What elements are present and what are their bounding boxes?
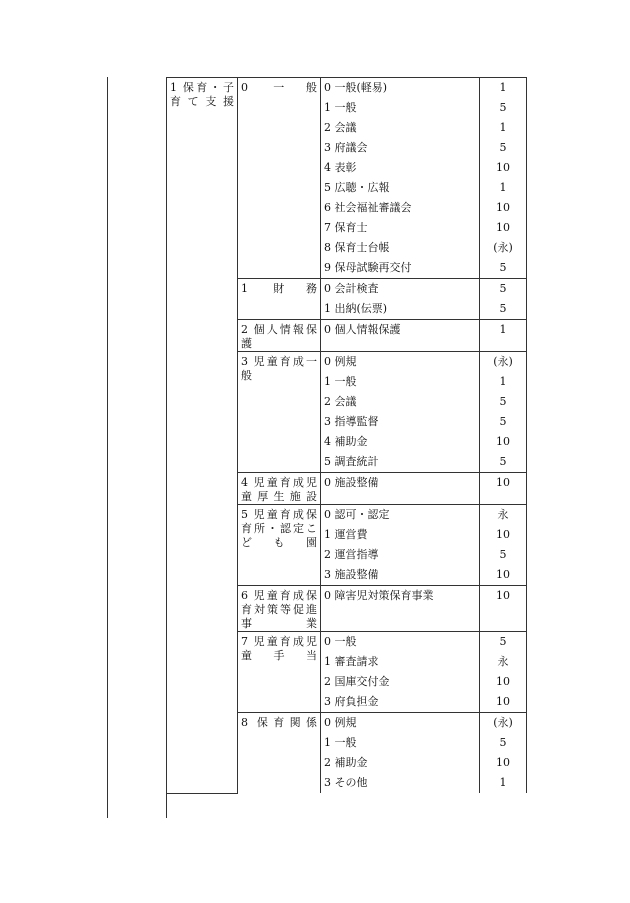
retention-period: 10 (496, 675, 510, 688)
sub-category-cell (238, 320, 321, 352)
retention-period-cell (480, 78, 527, 279)
retention-period: 10 (496, 201, 510, 214)
sub-category-label: 6 児童育成保育対策等促進事業 (241, 589, 317, 630)
list-item: 5 広聴・広報 (324, 181, 390, 194)
list-item: 2 補助金 (324, 756, 368, 769)
retention-period-cell (480, 320, 527, 352)
retention-period-cell (480, 352, 527, 473)
list-item: 2 会議 (324, 395, 357, 408)
left-column-border (107, 77, 108, 818)
sub-category-cell (238, 586, 321, 632)
retention-period: 10 (496, 756, 510, 769)
list-item: 1 審査請求 (324, 655, 379, 668)
retention-period: 10 (496, 476, 510, 489)
sub-category-cell (238, 352, 321, 473)
retention-period: 5 (499, 455, 507, 468)
list-item: 3 その他 (324, 776, 368, 789)
retention-schedule-table (166, 77, 527, 794)
sub-category-label: 5 児童育成保育所・認定こども園 (241, 508, 317, 549)
retention-period: 1 (499, 121, 507, 134)
retention-period-cell (480, 586, 527, 632)
retention-period: 5 (499, 302, 507, 315)
retention-period: 5 (499, 282, 507, 295)
retention-period: 5 (499, 548, 507, 561)
retention-period-cell (480, 505, 527, 586)
item-list-cell (321, 505, 480, 586)
retention-period: 10 (496, 528, 510, 541)
item-list-cell (321, 586, 480, 632)
retention-period: 10 (496, 161, 510, 174)
list-item: 2 国庫交付金 (324, 675, 390, 688)
retention-period: 5 (499, 736, 507, 749)
retention-schedule-body (167, 78, 527, 794)
list-item: 0 個人情報保護 (324, 323, 401, 336)
item-list-cell (321, 320, 480, 352)
list-item: 0 会計検査 (324, 282, 379, 295)
retention-period: 10 (496, 589, 510, 602)
sub-category-label: 2 個人情報保護 (241, 323, 317, 350)
list-item: 7 保育士 (324, 221, 368, 234)
retention-period: (永) (493, 355, 513, 368)
retention-period-cell (480, 279, 527, 320)
list-item: 1 運営費 (324, 528, 368, 541)
item-list-cell (321, 78, 480, 279)
retention-period: 10 (496, 695, 510, 708)
item-list-cell (321, 632, 480, 713)
retention-period: 10 (496, 435, 510, 448)
list-item: 2 運営指導 (324, 548, 379, 561)
sub-category-label: 3 児童育成一般 (241, 355, 317, 382)
retention-period: 1 (499, 181, 507, 194)
list-item: 3 府負担金 (324, 695, 379, 708)
sub-category-label: 8 保育関係 (241, 716, 317, 729)
list-item: 1 一般 (324, 101, 357, 114)
item-list-cell (321, 713, 480, 794)
retention-period: 1 (499, 776, 507, 789)
retention-period: 永 (497, 508, 509, 521)
list-item: 0 一般 (324, 635, 357, 648)
retention-period: 5 (499, 395, 507, 408)
sub-category-cell (238, 713, 321, 794)
item-list-cell (321, 473, 480, 505)
sub-category-cell (238, 505, 321, 586)
list-item: 1 一般 (324, 736, 357, 749)
item-list-cell (321, 279, 480, 320)
sub-category-label: 1 財務 (241, 282, 317, 295)
table-row (167, 78, 527, 279)
list-item: 0 例規 (324, 716, 357, 729)
list-item: 5 調査統計 (324, 455, 379, 468)
retention-period: 永 (497, 655, 509, 668)
list-item: 3 施設整備 (324, 568, 379, 581)
retention-period-cell (480, 473, 527, 505)
retention-period: 5 (499, 141, 507, 154)
list-item: 0 施設整備 (324, 476, 379, 489)
list-item: 0 障害児対策保育事業 (324, 589, 434, 602)
retention-period: 5 (499, 635, 507, 648)
retention-period: 5 (499, 261, 507, 274)
retention-period: 10 (496, 221, 510, 234)
list-item: 6 社会福祉審議会 (324, 201, 412, 214)
list-item: 0 例規 (324, 355, 357, 368)
list-item: 0 認可・認定 (324, 508, 390, 521)
list-item: 3 指導監督 (324, 415, 379, 428)
retention-period: (永) (493, 241, 513, 254)
list-item: 0 一般(軽易) (324, 81, 388, 94)
retention-period: 1 (499, 81, 507, 94)
sub-category-label: 4 児童育成児童厚生施設 (241, 476, 317, 503)
item-list-cell (321, 352, 480, 473)
list-item: 1 出納(伝票) (324, 302, 388, 315)
list-item: 9 保母試験再交付 (324, 261, 412, 274)
retention-period-cell (480, 632, 527, 713)
list-item: 3 府議会 (324, 141, 368, 154)
list-item: 4 表彰 (324, 161, 357, 174)
major-category-cell (167, 78, 238, 794)
retention-period: 1 (499, 375, 507, 388)
list-item: 1 一般 (324, 375, 357, 388)
sub-category-cell (238, 279, 321, 320)
sub-category-cell (238, 632, 321, 713)
retention-period: 5 (499, 415, 507, 428)
retention-period: 10 (496, 568, 510, 581)
major-category-label: 1 保育・子育て支援 (170, 81, 234, 108)
list-item: 2 会議 (324, 121, 357, 134)
retention-period-cell (480, 713, 527, 794)
list-item: 4 補助金 (324, 435, 368, 448)
sub-category-cell (238, 78, 321, 279)
sub-category-label: 0 一般 (241, 81, 317, 94)
retention-period: (永) (493, 716, 513, 729)
sub-category-cell (238, 473, 321, 505)
sub-category-label: 7 児童育成児童手当 (241, 635, 317, 662)
retention-period: 5 (499, 101, 507, 114)
retention-period: 1 (499, 323, 507, 336)
list-item: 8 保育士台帳 (324, 241, 390, 254)
